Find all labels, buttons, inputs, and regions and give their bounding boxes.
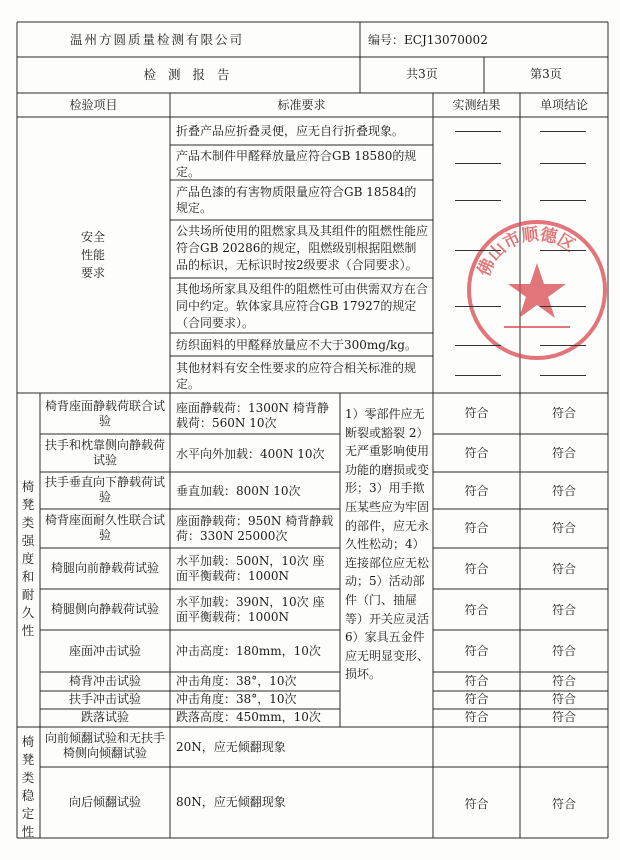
dash-conclusion — [540, 375, 586, 376]
section-safety-label: 安全性能要求 — [80, 230, 105, 280]
strength-result: 符合 — [464, 603, 489, 617]
seal-stamp — [462, 215, 612, 365]
strength-item: 椅腿向前静载荷试验 — [50, 561, 159, 575]
dash-result — [455, 375, 501, 376]
strength-item: 椅背座面静载荷联合试验 — [44, 399, 165, 428]
strength-spec: 跌落高度：450mm，10次 — [176, 710, 321, 724]
safety-req-3: 产品色漆的有害物质限量应符合GB 18584的规定。 — [176, 185, 417, 215]
strength-result: 符合 — [464, 710, 489, 724]
safety-req-6: 纺织面料的甲醛释放量应不大于300mg/kg。 — [176, 338, 417, 352]
strength-item: 跌落试验 — [80, 710, 129, 724]
strength-spec: 冲击角度：38°，10次 — [176, 692, 297, 706]
dash-result — [455, 345, 501, 346]
dash-conclusion — [540, 345, 586, 346]
stability-item: 向后倾翻试验 — [68, 795, 141, 809]
strength-result: 符合 — [464, 521, 489, 535]
strength-notes: 1）零部件应无断裂或豁裂 2）无严重影响使用功能的磨损或变形；3）用手揿压某些应为牢固的部件，应无永久性松动；4）连接部位应无松动；5）活动部件（门、抽屉等）开关应灵活 6）家具五金件应无明显变形、损坏。 — [345, 407, 430, 682]
strength-conclusion: 符合 — [551, 521, 576, 535]
stability-result: 符合 — [464, 797, 489, 811]
dash-conclusion — [540, 163, 586, 164]
strength-item: 椅腿侧向静载荷试验 — [50, 602, 159, 616]
svg-text:佛山市顺德区 — [473, 224, 578, 280]
stamp-text: 佛山市顺德区 — [474, 224, 579, 280]
strength-result: 符合 — [464, 484, 489, 498]
strength-result: 符合 — [464, 446, 489, 460]
dash-conclusion — [540, 306, 586, 307]
strength-spec: 水平加载：390N，10次 座面平衡载荷：1000N — [176, 595, 325, 624]
company-name: 温州方圆质量检测有限公司 — [70, 32, 245, 47]
strength-spec: 水平加载：500N，10次 座面平衡载荷：1000N — [176, 554, 325, 583]
strength-result: 符合 — [464, 562, 489, 576]
strength-conclusion: 符合 — [551, 562, 576, 576]
safety-req-4: 公共场所使用的阻燃家具及其组件的阻燃性能应符合GB 20286的规定，阻燃级别根据阻燃制品的标识，无标识时按2级要求（合同要求）。 — [176, 224, 429, 272]
section-strength-label: 椅凳类强度和耐久性 — [21, 479, 35, 638]
strength-spec: 座面静载荷：1300N 椅背静载荷：560N 10次 — [176, 401, 329, 430]
dash-result — [455, 306, 501, 307]
strength-spec: 座面静载荷：950N 椅背静载荷：330N 25000次 — [176, 514, 334, 543]
section-stability-label: 椅凳类稳定性 — [21, 734, 35, 839]
col-header-standard: 标准要求 — [277, 98, 326, 112]
strength-conclusion: 符合 — [551, 644, 576, 658]
strength-conclusion: 符合 — [551, 446, 576, 460]
strength-conclusion: 符合 — [551, 674, 576, 688]
col-header-conclusion: 单项结论 — [539, 98, 588, 112]
report-number: 编号：ECJ13070002 — [368, 33, 488, 47]
dash-result — [455, 131, 501, 132]
strength-conclusion: 符合 — [551, 710, 576, 724]
stability-spec: 20N，应无倾翻现象 — [176, 740, 286, 754]
total-pages: 共3页 — [406, 67, 438, 81]
strength-spec: 水平向外加载：400N 10次 — [176, 447, 325, 461]
dash-conclusion — [540, 200, 586, 201]
strength-conclusion: 符合 — [551, 484, 576, 498]
strength-conclusion: 符合 — [551, 692, 576, 706]
strength-result: 符合 — [464, 692, 489, 706]
strength-item: 座面冲击试验 — [68, 644, 141, 658]
safety-req-7: 其他材料有安全性要求的应符合相关标准的规定。 — [176, 361, 417, 391]
report-title: 检 测 报 告 — [143, 67, 234, 82]
col-header-item: 检验项目 — [69, 98, 118, 112]
strength-spec: 冲击角度：38°，10次 — [176, 674, 297, 688]
safety-req-5: 其他场所家具及组件的阻燃性可由供需双方在合同中约定。软体家具应符合GB 17927的规定（合同要求）。 — [176, 282, 429, 330]
strength-result: 符合 — [464, 406, 489, 420]
strength-spec: 垂直加载：800N 10次 — [176, 484, 301, 498]
dash-result — [455, 250, 501, 251]
col-header-result: 实测结果 — [452, 98, 501, 112]
dash-result — [455, 163, 501, 164]
dash-result — [455, 200, 501, 201]
dash-conclusion — [540, 131, 586, 132]
dash-conclusion — [540, 250, 586, 251]
strength-item: 椅背座面耐久性联合试验 — [44, 513, 165, 542]
strength-result: 符合 — [464, 674, 489, 688]
stability-spec: 80N，应无倾翻现象 — [176, 795, 286, 809]
strength-item: 扶手垂直向下静载荷试验 — [44, 475, 165, 504]
strength-item: 扶手冲击试验 — [68, 692, 141, 706]
strength-conclusion: 符合 — [551, 406, 576, 420]
strength-spec: 冲击高度：180mm，10次 — [176, 644, 321, 658]
strength-item: 椅背冲击试验 — [68, 674, 141, 688]
strength-result: 符合 — [464, 644, 489, 658]
strength-item: 扶手和枕靠侧向静载荷试验 — [44, 438, 165, 467]
strength-conclusion: 符合 — [551, 603, 576, 617]
stability-item: 向前倾翻试验和无扶手椅侧向倾翻试验 — [44, 731, 165, 760]
page-number: 第3页 — [530, 67, 562, 81]
safety-req-1: 折叠产品应折叠灵便，应无自行折叠现象。 — [176, 124, 405, 138]
stability-conclusion: 符合 — [551, 797, 576, 811]
safety-req-2: 产品木制件甲醛释放量应符合GB 18580的规定。 — [176, 149, 417, 179]
